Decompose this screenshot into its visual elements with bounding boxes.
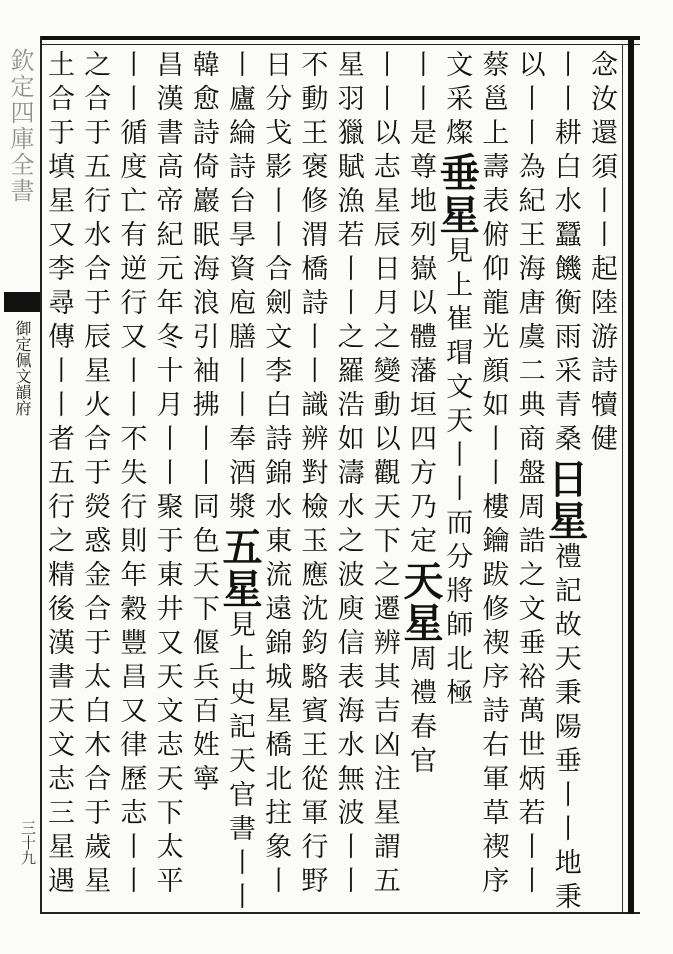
column-text: 禮記故天秉陽垂丨丨地秉 [549,542,581,916]
text-column [184,50,220,908]
page-number: 三十九 [19,820,37,865]
frame-right-inner-border [622,44,623,912]
column-text: 日分戈影丨丨合劍文李白詩錦水東流遠錦城星橋北拄象丨 [260,50,292,900]
column-text: 見上史記天官書丨丨 [223,610,255,916]
text-column [396,50,444,908]
text-column [541,50,589,916]
column-text: 之合于五行水合于辰星火合于熒惑金合于太白木合于歲星 [79,50,111,900]
column-text: 念汝還須丨丨起陸游詩犢健 [585,50,617,458]
fishtail-mark [4,292,40,312]
column-text: 丨丨循度亡有逆行又丨丨不失行則年穀豐昌又律歷志丨丨 [115,50,147,900]
column-text: 丨丨是尊地列嶽以體藩垣四方乃定 [404,50,436,560]
frame-top-inner-border [40,44,640,45]
column-text: 丨廬綸詩台㫗資庖膳丨丨奉酒漿 [223,50,255,526]
entry-heading: 日星 [541,458,589,542]
text-column [111,50,147,908]
frame-top-border [40,36,640,40]
column-text: 丨丨以志星辰日月之變動以觀天下之遷辨其吉凶注星謂五 [368,50,400,900]
text-column [39,50,75,908]
text-column [509,50,545,908]
column-text: 周禮春官 [404,644,436,780]
text-column [365,50,401,908]
column-text: 蔡邕上壽表俯仰龍光顔如丨丨樓鑰跋修禊序詩右軍草禊序 [477,50,509,900]
column-text: 不動王褒修渭橋詩丨丨識辨對檢玉應沈鈞駱賓王從軍行野 [296,50,328,900]
text-column [75,50,111,908]
text-column [256,50,292,908]
column-text: 丨丨耕白水蠶饑衡雨采青桑 [549,50,581,458]
column-text: 文采燦 [441,50,473,152]
column-text: 以丨丨為紀王海唐虞二典商盤周誥之文垂裕萬世炳若丨丨 [513,50,545,900]
book-title: 欽定四庫全書 [6,48,34,204]
text-column [215,50,263,916]
text-column [328,50,364,908]
column-text: 韓愈詩倚巖眠海浪引袖拂丨丨同色天下偃兵百姓寧 [187,50,219,798]
column-text: 土合于填星又李尋傳丨丨者五行之精後漢書天文志三星遇 [42,50,74,900]
column-text: 昌漢書高帝紀元年冬十月丨丨聚于東井又天文志天下太平 [151,50,183,900]
entry-heading: 天星 [396,560,444,644]
text-column [292,50,328,908]
frame-right-border [628,36,634,914]
column-text: 星羽獵賦漁若丨丨之羅浩如濤水之波庾信表海水無波丨丨 [332,50,364,900]
entry-heading: 五星 [215,526,263,610]
text-column [147,50,183,908]
text-column [433,50,481,908]
entry-heading: 垂星 [433,152,481,236]
book-subtitle: 御定佩文韻府 [13,320,32,416]
column-text: 見上崔瑁文天丨丨而分將師北極 [441,236,473,712]
